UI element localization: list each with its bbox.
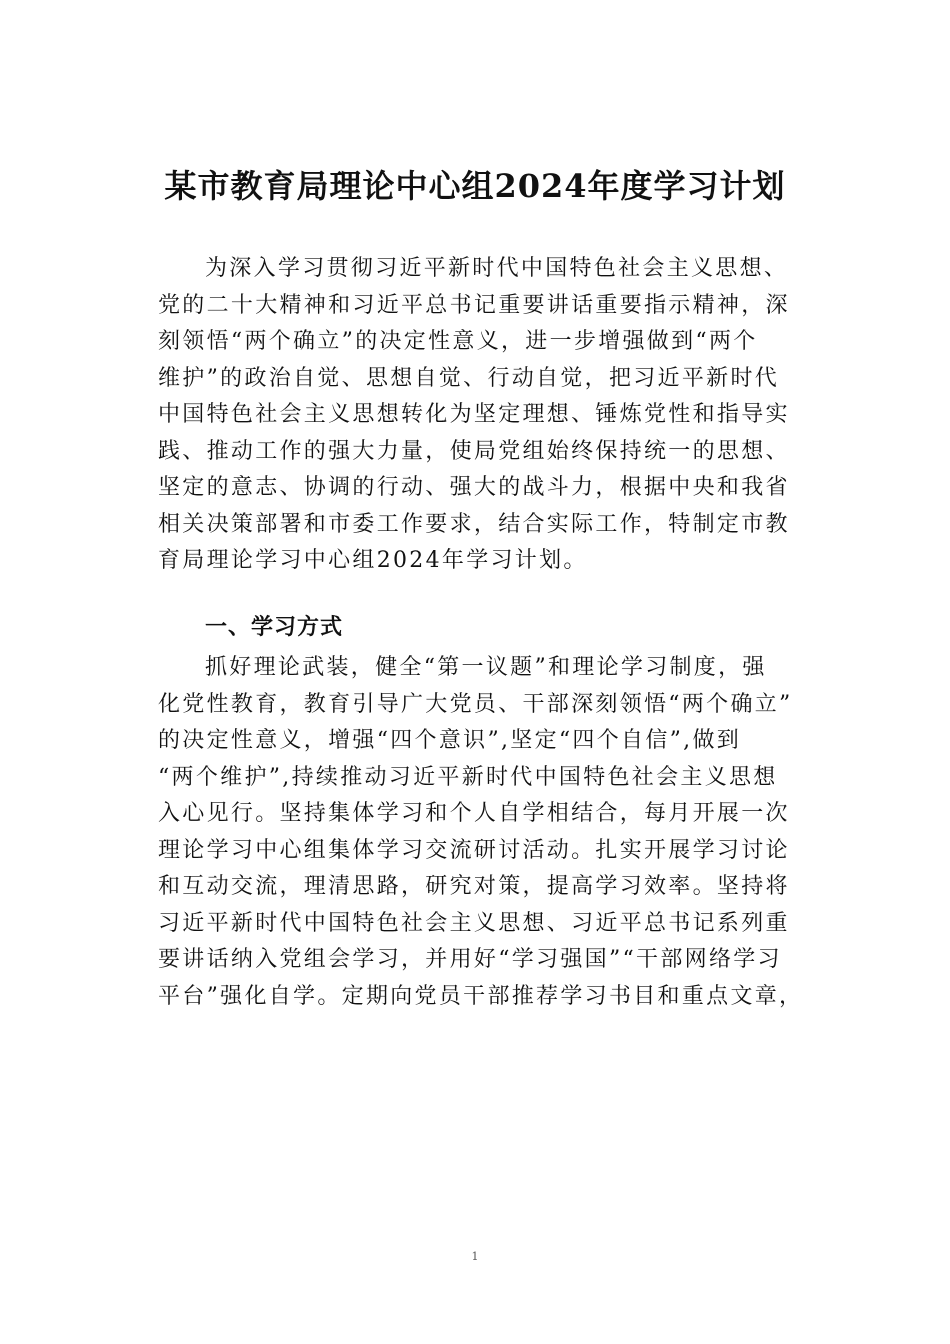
text-line: 入心见行。坚持集体学习和个人自学相结合，每月开展一次 bbox=[158, 801, 790, 826]
page-number: 1 bbox=[471, 1250, 479, 1263]
text-line: 维护”的政治自觉、思想自觉、行动自觉，把习近平新时代 bbox=[158, 365, 780, 391]
text-line: 践、推动工作的强大力量，使局党组始终保持统一的思想、 bbox=[158, 438, 790, 464]
document-title: 某市教育局理论中心组2024年度学习计划 bbox=[164, 167, 786, 205]
text-line: 党的二十大精神和习近平总书记重要讲话重要指示精神，深 bbox=[158, 292, 790, 318]
text-line: 理论学习中心组集体学习交流研讨活动。扎实开展学习讨论 bbox=[158, 837, 790, 863]
intro-paragraph bbox=[158, 251, 822, 580]
text-line: 育局理论学习中心组2024年学习计划。 bbox=[158, 548, 588, 573]
text-line: 平台”强化自学。定期向党员干部推荐学习书目和重点文章， bbox=[158, 983, 804, 1009]
text-line: 相关决策部署和市委工作要求，结合实际工作，特制定市教 bbox=[158, 511, 790, 537]
text-line: 抓好理论武装，健全“第一议题”和理论学习制度，强 bbox=[205, 655, 767, 680]
section-1-paragraph bbox=[158, 650, 822, 1015]
text-line: 要讲话纳入党组会学习，并用好“学习强国”“干部网络学习 bbox=[158, 947, 782, 972]
text-line: 习近平新时代中国特色社会主义思想、习近平总书记系列重 bbox=[158, 910, 790, 936]
section-heading: 一、学习方式 bbox=[205, 614, 344, 640]
text-line: 中国特色社会主义思想转化为坚定理想、锤炼党性和指导实 bbox=[158, 402, 790, 427]
text-line: 和互动交流，理清思路，研究对策，提高学习效率。坚持将 bbox=[158, 874, 790, 899]
text-line: 刻领悟“两个确立”的决定性意义，进一步增强做到“两个 bbox=[158, 329, 758, 354]
text-line: 的决定性意义，增强“四个意识”,坚定“四个自信”,做到 bbox=[158, 728, 742, 753]
text-line: 坚定的意志、协调的行动、强大的战斗力，根据中央和我省 bbox=[158, 475, 790, 500]
text-line: 化党性教育，教育引导广大党员、干部深刻领悟“两个确立” bbox=[158, 691, 793, 717]
text-line: “两个维护”,持续推动习近平新时代中国特色社会主义思想 bbox=[158, 764, 778, 790]
section-1 bbox=[158, 609, 822, 646]
text-line: 为深入学习贯彻习近平新时代中国特色社会主义思想、 bbox=[205, 256, 789, 281]
